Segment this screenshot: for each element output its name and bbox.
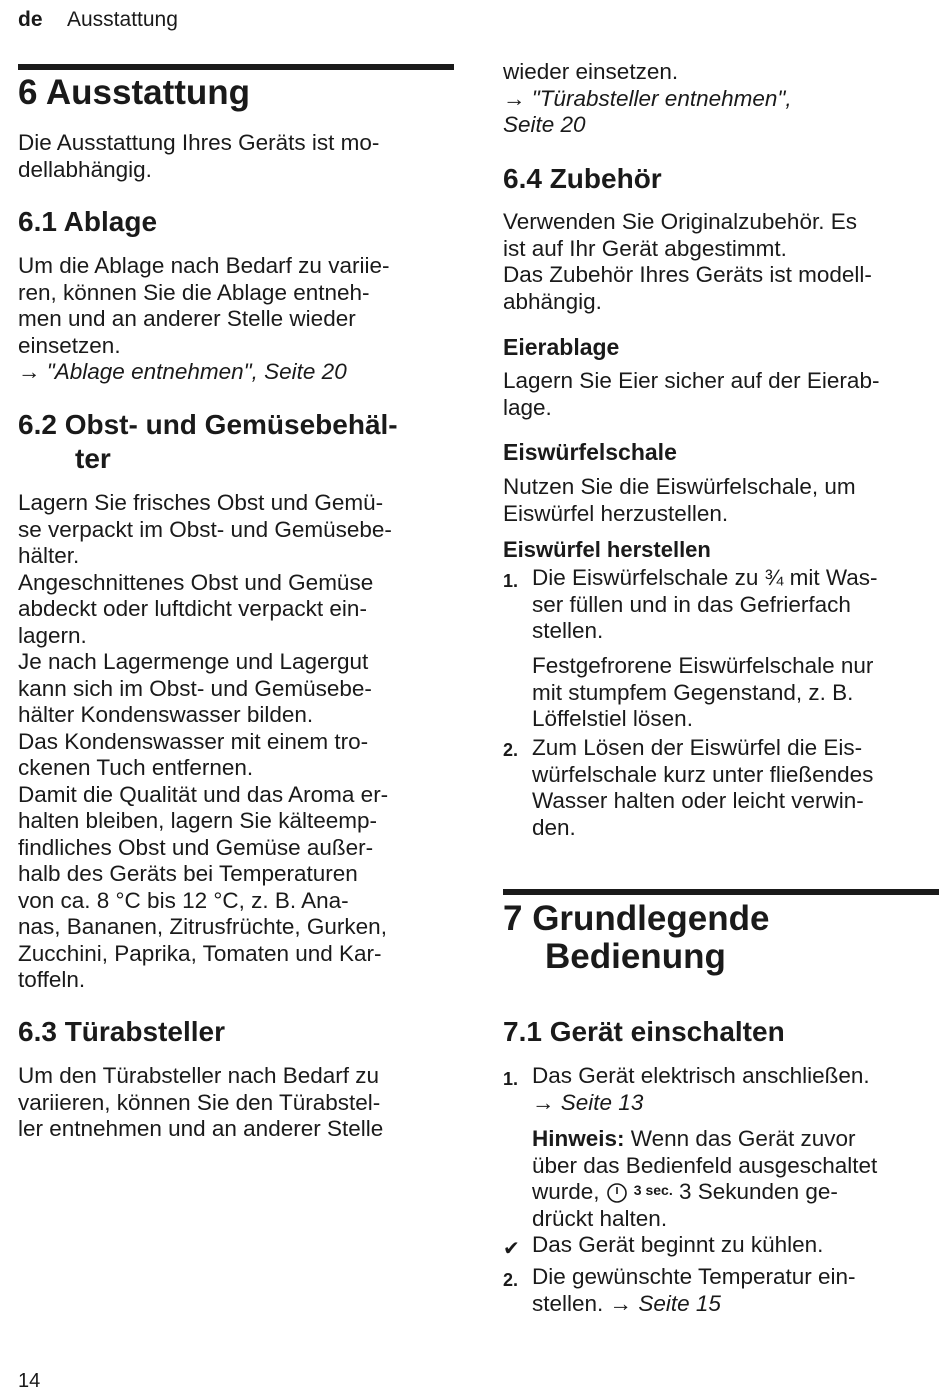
section-rule — [18, 64, 454, 70]
step-number: 2. — [503, 740, 519, 760]
section-6-3-body: Um den Türabsteller nach Bedarf zu variieren, können Sie den Türabstel- ler entnehmen und an anderer Stelle — [18, 1063, 384, 1141]
s71-step-1-text: Das Gerät elektrisch anschließen. → Seite 13 — [532, 1063, 870, 1115]
section-6-3-continuation: wieder einsetzen. → "Türabsteller entnehmen", Seite 20 — [503, 59, 792, 137]
eierablage-body: Lagern Sie Eier sicher auf der Eierab- lage. — [503, 368, 880, 420]
chapter-7-title: 7 Grundlegende Bedienung — [503, 899, 770, 976]
eiswuerfelschale-body: Nutzen Sie die Eiswürfelschale, um Eiswürfel herzustellen. — [503, 474, 856, 526]
arrow-right-icon: → — [503, 85, 526, 111]
tuerabsteller-link[interactable]: → "Türabsteller entnehmen", Seite 20 — [503, 85, 792, 137]
section-6-4-title: 6.4 Zubehör — [503, 163, 662, 194]
step-number: 2. — [503, 1270, 519, 1290]
arrow-right-icon: → — [609, 1290, 633, 1316]
section-6-1-title: 6.1 Ablage — [18, 206, 158, 237]
arrow-right-icon: → — [532, 1089, 555, 1115]
eiswuerfel-herstellen-heading: Eiswürfel herstellen — [503, 537, 711, 562]
section-6-1-body: Um die Ablage nach Bedarf zu variie- ren, können Sie die Ablage entneh- men und an anderer Stelle wieder einsetzen. → "Ablage entnehmen", Seite 20 — [18, 253, 390, 384]
section-7-1-title: 7.1 Gerät einschalten — [503, 1016, 785, 1047]
section-6-2-body: Lagern Sie frisches Obst und Gemü- se verpackt im Obst- und Gemüsebe- hälter. Angeschnittenes Obst und Gemüse abdeckt oder luftdicht verpackt ein- lagern. Je nach Lagermenge und Lagergut kann sich im Obst- und Gemüsebe- hälter Kondenswasser bilden. Das Kondenswasser mit einem tro- ckenen Tuch entfernen. Damit die Qualität und das Aroma er- halten bleiben, lagern Sie kälteemp- findliches Obst und Gemüse außer- halb des Geräts bei Temperaturen von ca. 8 °C bis 12 °C, z. B. Ana- nas, Bananen, Zitrusfrüchte, Gurken, Zucchini, Paprika, Tomaten und Kar- toffeln. — [18, 490, 392, 992]
arrow-right-icon: → — [18, 359, 41, 384]
page-number: 14 — [18, 1370, 41, 1392]
ablage-link[interactable]: → "Ablage entnehmen", Seite 20 — [18, 359, 347, 384]
checkmark-icon: ✔ — [503, 1238, 520, 1260]
section-rule — [503, 889, 939, 895]
step-2-text: Zum Lösen der Eiswürfel die Eis- würfelschale kurz unter fließendes Wasser halten oder leicht verwin- den. — [532, 735, 874, 840]
power-icon — [606, 1182, 628, 1204]
eierablage-heading: Eierablage — [503, 334, 620, 360]
chapter-6-title: 6 Ausstattung — [18, 73, 251, 112]
header-language: de — [18, 8, 43, 31]
header-title: Ausstattung — [67, 8, 178, 31]
step-1-text: Die Eiswürfelschale zu ¾ mit Was- ser füllen und in das Gefrierfach stellen. — [532, 565, 878, 643]
step-1-note: Festgefrorene Eiswürfelschale nur mit stumpfem Gegenstand, z. B. Löffelstiel lösen. — [532, 653, 874, 731]
hint-block: Hinweis: Wenn das Gerät zuvor über das Bedienfeld ausgeschaltet wurde, $^{3 sec.}$ 3 Sekunden ge- drückt halten. — [532, 1126, 878, 1231]
section-6-2-title: 6.2 Obst- und Gemüsebehäl- ter — [18, 409, 398, 474]
step-number: 1. — [503, 1069, 519, 1089]
s71-step-2-text: Die gewünschte Temperatur ein- stellen. → Seite 15 — [532, 1264, 856, 1316]
step-number: 1. — [503, 571, 519, 591]
result-text: Das Gerät beginnt zu kühlen. — [532, 1232, 824, 1257]
seite-15-link[interactable]: → Seite 15 — [609, 1290, 721, 1316]
seite-13-link[interactable]: → Seite 13 — [532, 1089, 644, 1115]
section-6-3-title: 6.3 Türabsteller — [18, 1016, 225, 1047]
eiswuerfelschale-heading: Eiswürfelschale — [503, 439, 677, 465]
chapter-6-intro: Die Ausstattung Ihres Geräts ist mo- dellabhängig. — [18, 130, 380, 182]
hold-duration-label: 3 sec. — [633, 1182, 673, 1198]
section-6-4-body: Verwenden Sie Originalzubehör. Es ist auf Ihr Gerät abgestimmt. Das Zubehör Ihres Geräts ist modell- abhängig. — [503, 209, 872, 314]
